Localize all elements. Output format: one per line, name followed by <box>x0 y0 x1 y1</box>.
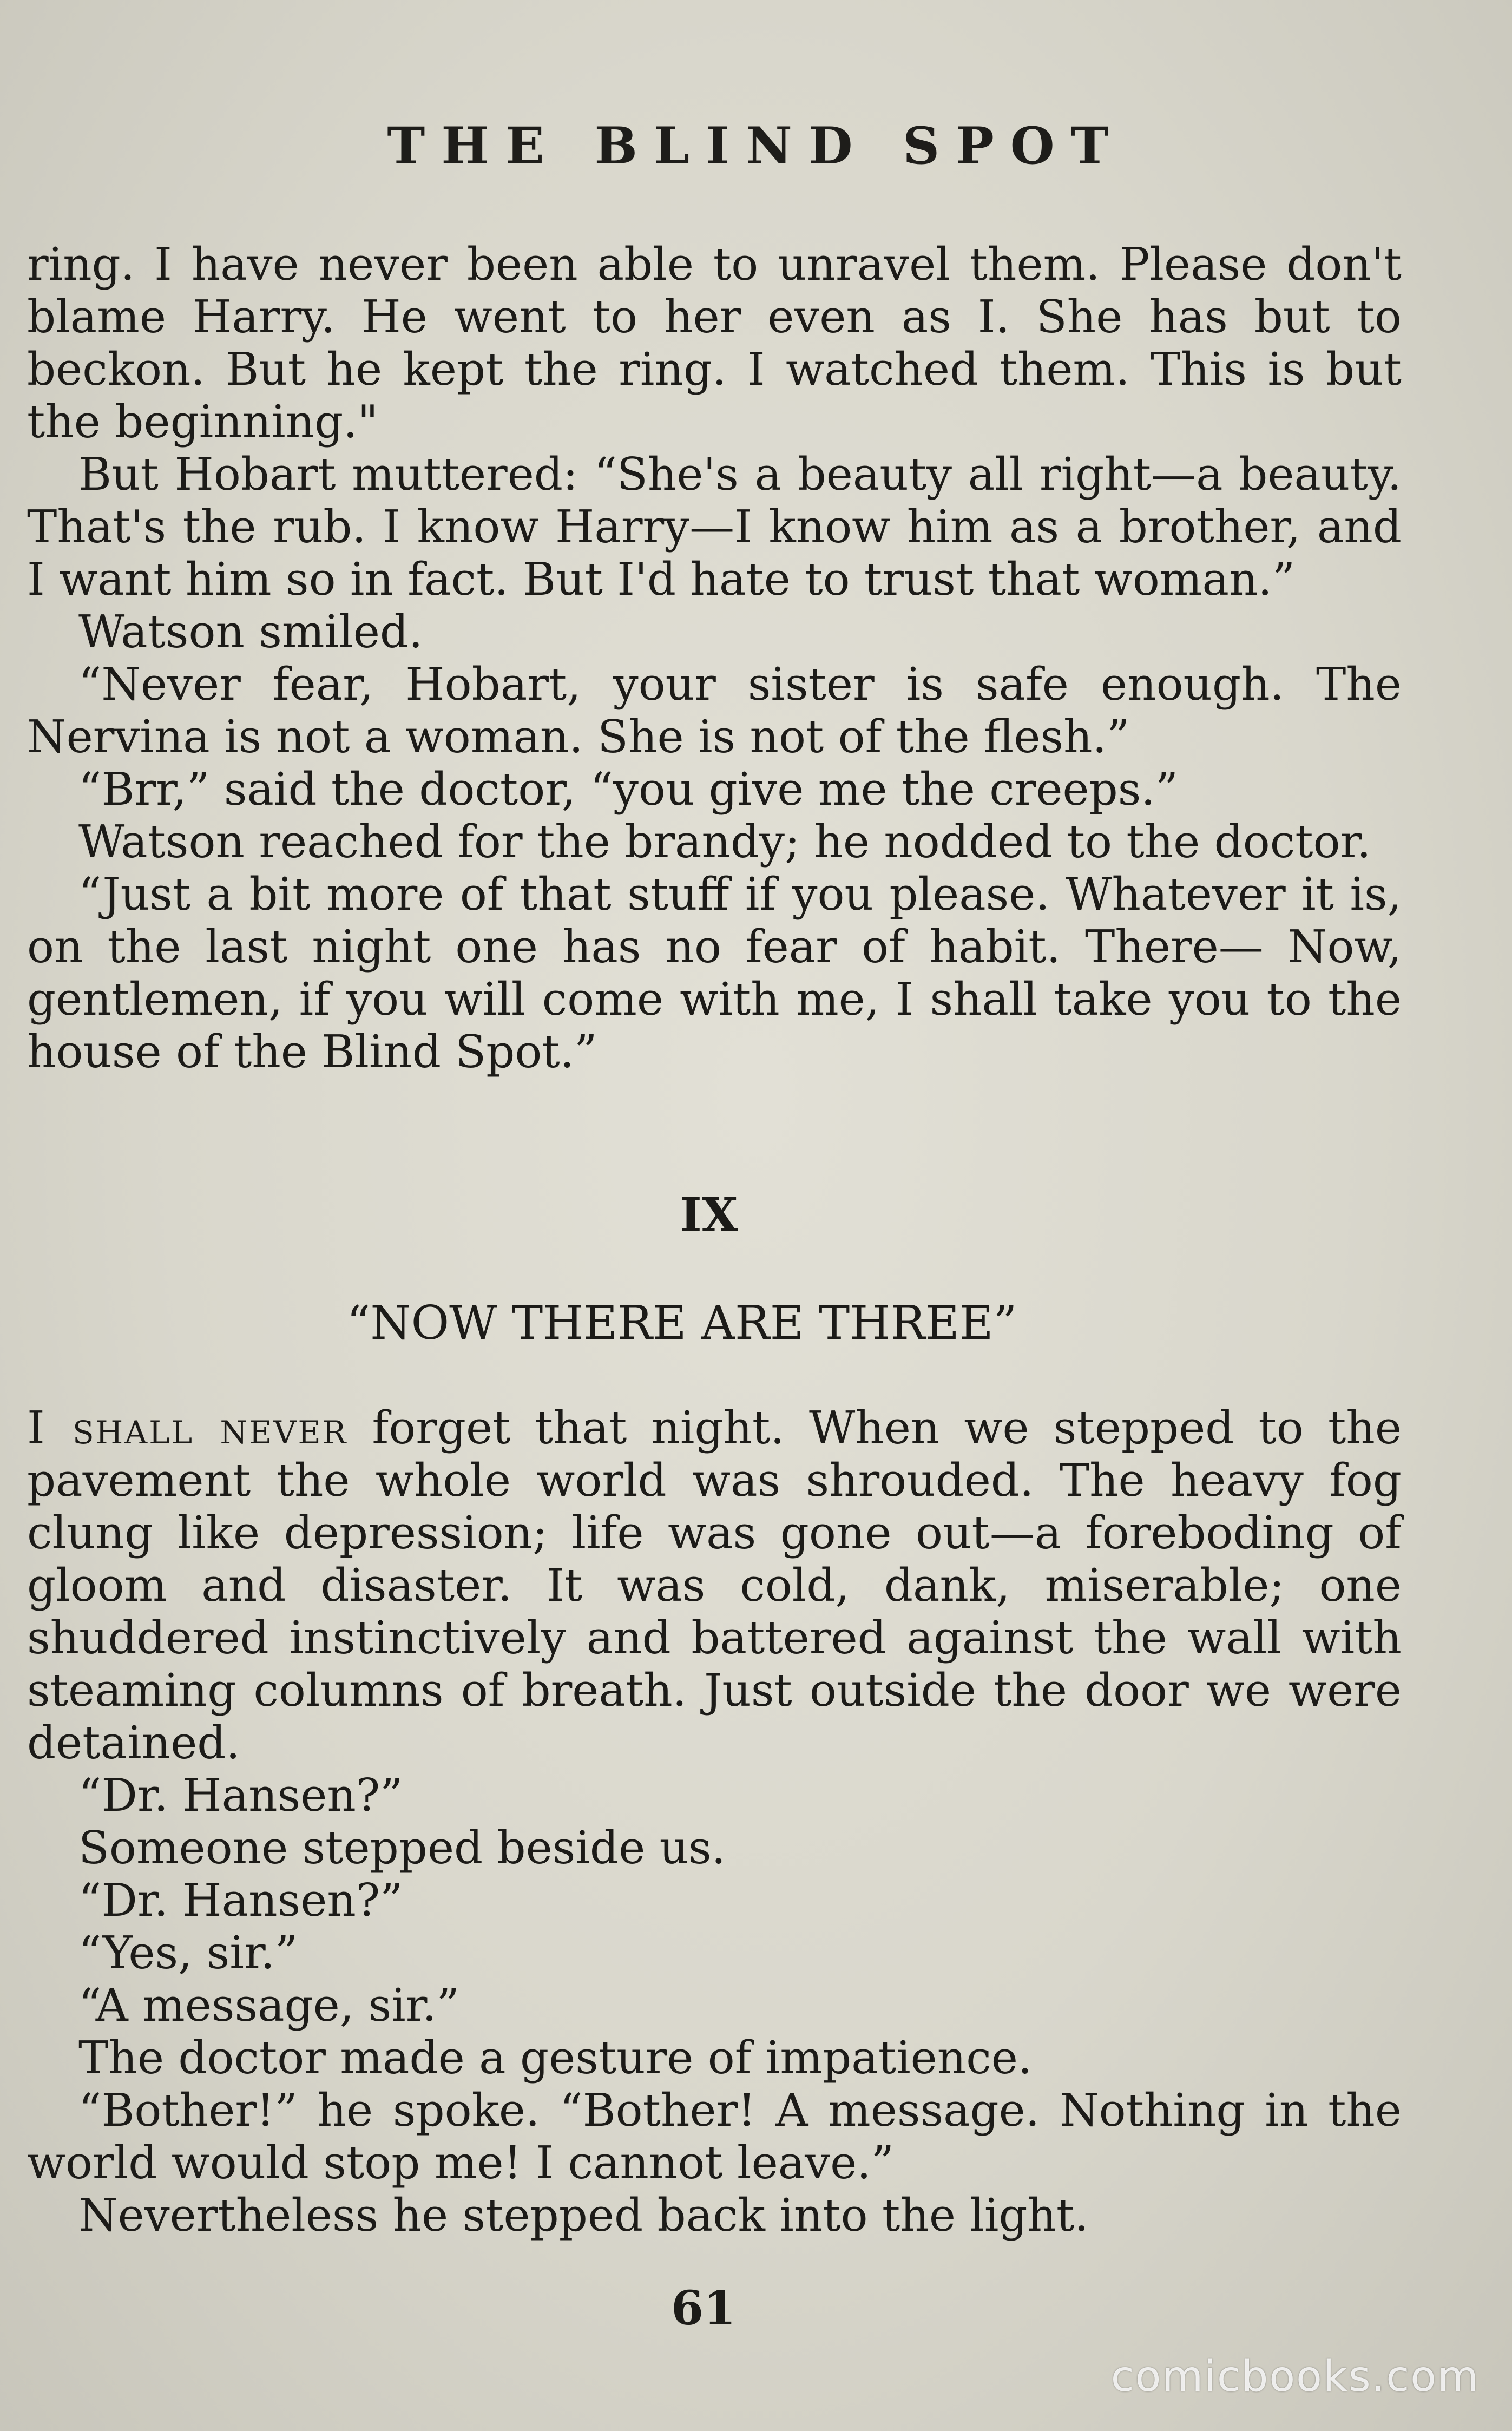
paragraph: Someone stepped beside us. <box>78 1822 726 1874</box>
paragraph: “A message, sir.” <box>78 1979 460 2032</box>
opening-paragraph <box>27 1402 1402 1769</box>
paragraph: “Brr,” said the doctor, “you give me the creeps.” <box>78 763 1179 816</box>
paragraph: “Never fear, Hobart, your sister is safe enough. The Nervina is not a woman. She is not of the flesh.” <box>27 658 1402 763</box>
paragraph: Watson smiled. <box>78 606 423 658</box>
paragraph: “Just a bit more of that stuff if you please. Whatever it is, on the last night one has no fear of habit. There— Now, gentlemen, if you will come with me, I shall take you to the house of the Blind Spot.” <box>27 868 1402 1078</box>
watermark: comicbooks.com <box>1110 2353 1480 2401</box>
top-text-block <box>27 238 1402 1078</box>
paragraph: The doctor made a gesture of impatience. <box>78 2032 1033 2084</box>
paragraph: Nevertheless he stepped back into the light. <box>78 2189 1089 2242</box>
running-head: THE BLIND SPOT <box>387 116 1125 176</box>
paragraph: “Yes, sir.” <box>78 1927 298 1979</box>
bottom-text-block <box>27 1402 1402 2242</box>
small-caps-lead: I shall never <box>27 1402 348 1454</box>
paragraph: But Hobart muttered: “She's a beauty all right—a beauty. That's the rub. I know Harry—I know him as a brother, and I want him so in fact. But I'd hate to trust that woman.” <box>27 448 1402 606</box>
page-number: 61 <box>671 2281 736 2336</box>
chapter-title: “NOW THERE ARE THREE” <box>346 1296 1017 1350</box>
paragraph: “Dr. Hansen?” <box>78 1769 403 1822</box>
paragraph: Watson reached for the brandy; he nodded to the doctor. <box>78 816 1371 868</box>
paragraph: “Dr. Hansen?” <box>78 1874 403 1927</box>
opening-paragraph-text: forget that night. When we stepped to the pavement the whole world was shrouded. The heavy fog clung like depression; life was gone out—a foreboding of gloom and disaster. It was cold, dank, miserable; one shuddered instinctively and battered against the wall with steaming columns of breath. Just outside the door we were detained. <box>27 1402 1402 1769</box>
chapter-number: IX <box>680 1188 738 1243</box>
paragraph: “Bother!” he spoke. “Bother! A message. Nothing in the world would stop me! I cannot leave.” <box>27 2084 1402 2189</box>
paragraph: ring. I have never been able to unravel them. Please don't blame Harry. He went to her even as I. She has but to beckon. But he kept the ring. I watched them. This is but the beginning." <box>27 238 1402 448</box>
